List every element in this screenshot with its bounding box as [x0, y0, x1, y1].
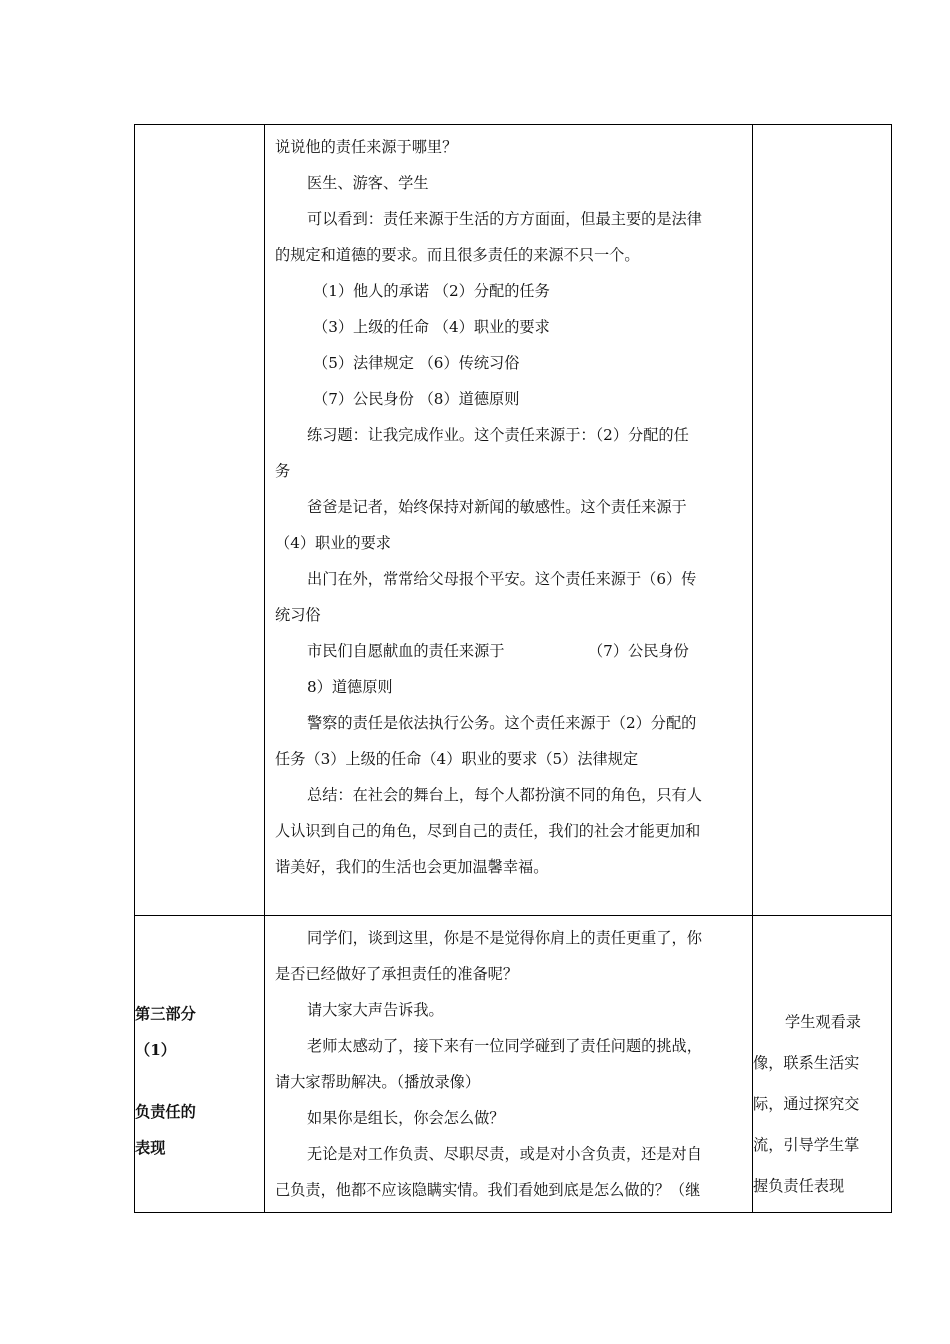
content-line: （1）他人的承诺 （2）分配的任务	[313, 282, 550, 300]
stage-number: （1）	[135, 1041, 176, 1059]
stage-title: 负责任的	[135, 1103, 196, 1121]
content-line: 8）道德原则	[307, 678, 393, 696]
content-line: 请大家大声告诉我。	[307, 1001, 444, 1019]
content-line: 任务（3）上级的任命（4）职业的要求（5）法律规定	[275, 750, 639, 768]
table-row	[135, 916, 892, 1213]
content-line: 爸爸是记者，始终保持对新闻的敏感性。这个责任来源于	[307, 498, 687, 516]
content-line: 谐美好，我们的生活也会更加温馨幸福。	[275, 858, 549, 876]
content-line: 市民们自愿献血的责任来源于 （7）公民身份	[307, 642, 689, 660]
lesson-plan-table	[134, 124, 892, 1213]
content-line: （7）公民身份 （8）道德原则	[313, 390, 520, 408]
activity-line: 学生观看录	[785, 1013, 861, 1031]
content-line: 说说他的责任来源于哪里？	[275, 138, 458, 156]
content-line: 务	[275, 462, 291, 480]
content-line: 老师太感动了，接下来有一位同学碰到了责任问题的挑战，	[307, 1037, 702, 1055]
stage-title: 表现	[135, 1139, 166, 1157]
student-activity-cell	[753, 916, 892, 1213]
stage-cell	[135, 916, 265, 1213]
content-line: 可以看到：责任来源于生活的方方面面，但最主要的是法律	[307, 210, 702, 228]
activity-line: 握负责任表现	[753, 1177, 845, 1195]
activity-line: 像，联系生活实	[753, 1054, 860, 1072]
table-row	[135, 125, 892, 916]
student-activity-cell-empty	[753, 125, 892, 916]
teaching-content-cell	[265, 125, 753, 916]
content-line: 出门在外，常常给父母报个平安。这个责任来源于（6）传	[307, 570, 697, 588]
teaching-content-cell	[265, 916, 753, 1213]
stage-cell-empty	[135, 125, 265, 916]
content-line: 无论是对工作负责、尽职尽责，或是对小含负责，还是对自	[307, 1145, 702, 1163]
content-line: 己负责，他都不应该隐瞒实情。我们看她到底是怎么做的？（继	[275, 1181, 701, 1199]
content-line: 医生、游客、学生	[307, 174, 429, 192]
content-line: 人认识到自己的角色，尽到自己的责任，我们的社会才能更加和	[275, 822, 701, 840]
content-line: （5）法律规定 （6）传统习俗	[313, 354, 520, 372]
content-line: 的规定和道德的要求。而且很多责任的来源不只一个。	[275, 246, 640, 264]
activity-line: 流，引导学生掌	[753, 1136, 860, 1154]
content-line: 是否已经做好了承担责任的准备呢？	[275, 965, 518, 983]
content-line: 请大家帮助解决。（播放录像）	[275, 1073, 481, 1091]
content-line: （4）职业的要求	[275, 534, 391, 552]
content-line: （3）上级的任命 （4）职业的要求	[313, 318, 550, 336]
content-line: 练习题：让我完成作业。这个责任来源于：（2）分配的任	[307, 426, 689, 444]
stage-label: 第三部分	[135, 1005, 196, 1023]
content-line: 同学们，谈到这里，你是不是觉得你肩上的责任更重了，你	[307, 929, 702, 947]
content-line: 警察的责任是依法执行公务。这个责任来源于（2）分配的	[307, 714, 697, 732]
activity-line: 际，通过探究交	[753, 1095, 860, 1113]
content-line: 如果你是组长，你会怎么做？	[307, 1109, 505, 1127]
content-line: 总结：在社会的舞台上，每个人都扮演不同的角色，只有人	[307, 786, 702, 804]
content-line: 统习俗	[275, 606, 321, 624]
